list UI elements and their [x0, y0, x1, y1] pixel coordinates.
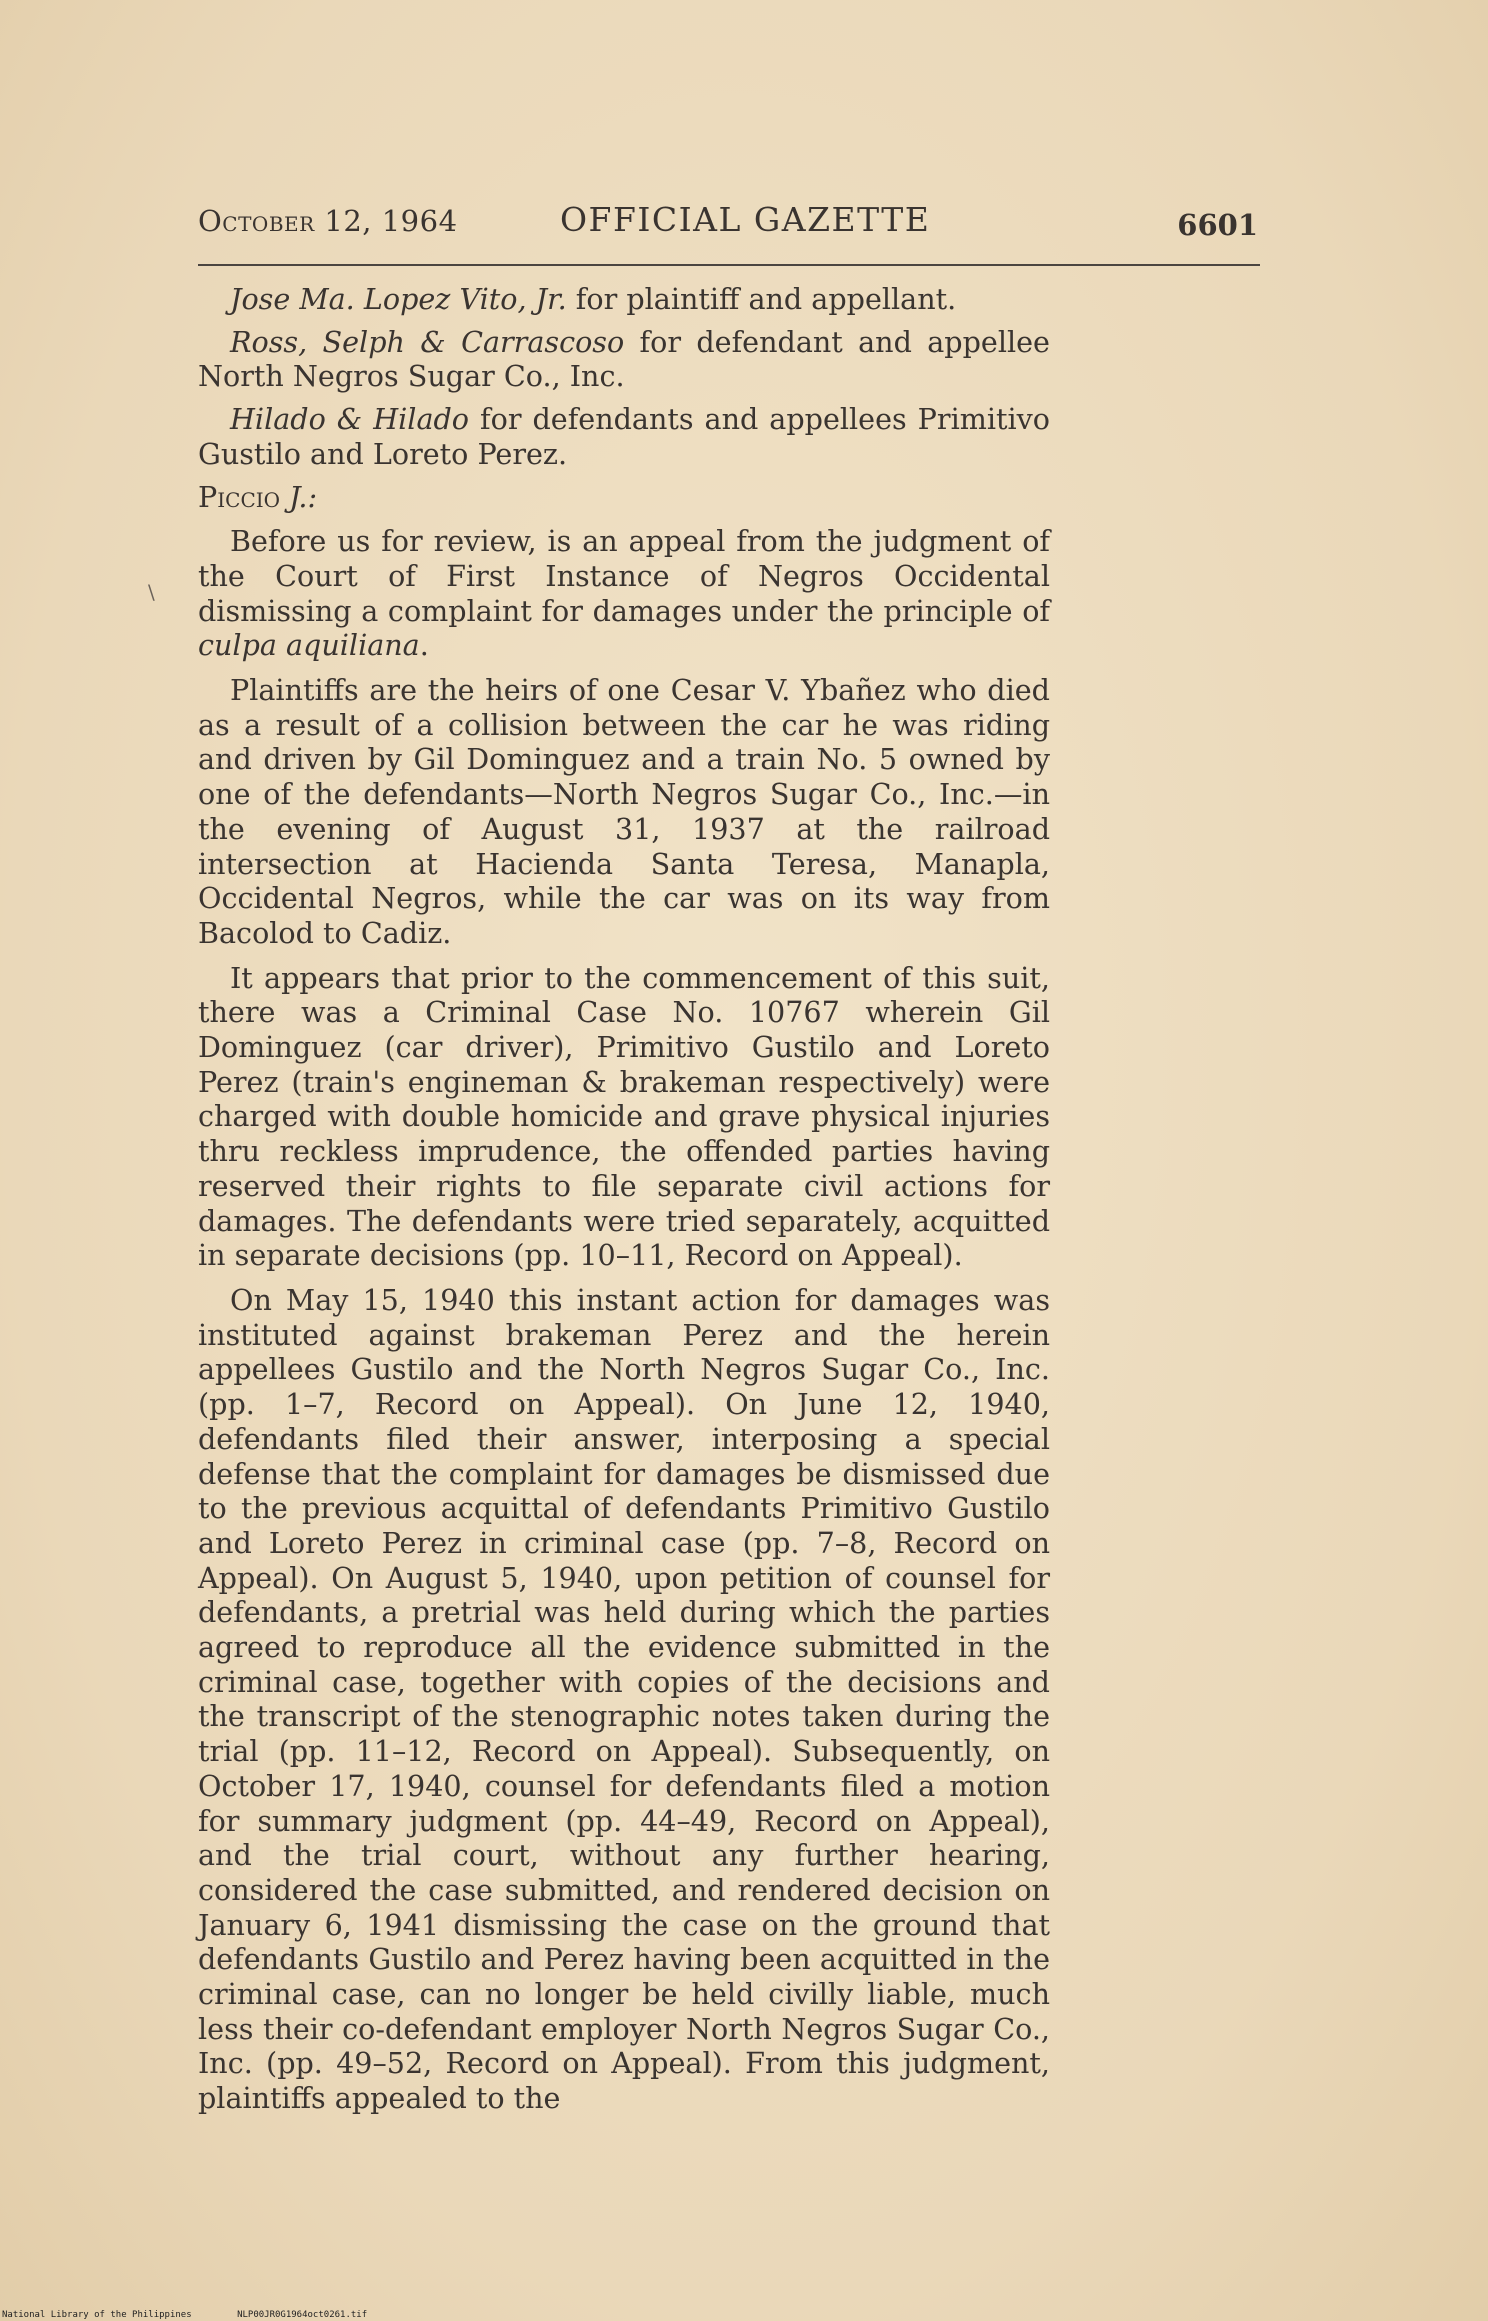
- counsel-name: Ross, Selph & Carrascoso: [230, 324, 625, 359]
- document-body: [198, 282, 1050, 2126]
- header-title: OFFICIAL GAZETTE: [560, 200, 931, 239]
- paragraph-2: Plaintiffs are the heirs of one Cesar V. Ybañez who died as a result of a collision between the car he was riding and driven by Gil Dominguez and a train No. 5 owned by one of the defendants—North Negros Sugar Co., Inc.—in the evening of August 31, 1937 at the railroad intersection at Hacienda Santa Teresa, Manapla, Occidental Negros, while the car was on its way from Bacolod to Cadiz.: [198, 673, 1050, 950]
- ponente-line: [198, 480, 1050, 515]
- paragraph-1: [198, 524, 1050, 663]
- header-rule: [198, 264, 1260, 266]
- counsel-defendants-individuals: [198, 402, 1050, 471]
- footer-file: NLP00JR0G1964oct0261.tif: [237, 2310, 368, 2320]
- counsel-defendant-company: [198, 325, 1050, 394]
- ponente-suffix: J.:: [280, 479, 318, 514]
- counsel-plaintiff: [198, 282, 1050, 317]
- counsel-name: Jose Ma. Lopez Vito, Jr.: [230, 282, 567, 316]
- ponente-name: Piccio: [198, 479, 281, 514]
- counsel-role: for defendant and appellee North Negros Sugar Co., Inc.: [198, 324, 1050, 394]
- page-number: 6601: [1177, 208, 1258, 242]
- paragraph-italic: culpa aquiliana: [198, 628, 420, 663]
- counsel-name: Hilado & Hilado: [230, 402, 470, 437]
- scan-mark: \: [148, 580, 155, 604]
- paragraph-text: Before us for review, is an appeal from the judgment of the Court of First Instance of Negros Occidental dismissing a complaint for damages under the principle of: [198, 524, 1050, 628]
- counsel-role: for plaintiff and appellant.: [566, 282, 957, 316]
- paragraph-end: .: [419, 628, 429, 663]
- paragraph-3: It appears that prior to the commencement of this suit, there was a Criminal Case No. 10767 wherein Gil Dominguez (car driver), Primitivo Gustilo and Loreto Perez (train's engineman & brakeman respectively) were charged with double homicide and grave physical injuries thru reckless imprudence, the offended parties having reserved their rights to file separate civil actions for damages. The defendants were tried separately, acquitted in separate decisions (pp. 10–11, Record on Appeal).: [198, 960, 1050, 1273]
- counsel-role: for defendants and appellees Primitivo Gustilo and Loreto Perez.: [198, 402, 1050, 471]
- footer-library: National Library of the Philippines: [2, 2310, 192, 2320]
- page-header: [198, 200, 1260, 254]
- paragraph-4: On May 15, 1940 this instant action for damages was instituted against brakeman Perez and the herein appellees Gustilo and the North Negros Sugar Co., Inc. (pp. 1–7, Record on Appeal). On June 12, 1940, defendants filed their answer, interposing a special defense that the complaint for damages be dismissed due to the previous acquittal of defendants Primitivo Gustilo and Loreto Perez in criminal case (pp. 7–8, Record on Appeal). On August 5, 1940, upon petition of counsel for defendants, a pretrial was held during which the parties agreed to reproduce all the evidence submitted in the criminal case, together with copies of the decisions and the transcript of the stenographic notes taken during the trial (pp. 11–12, Record on Appeal). Subsequently, on October 17, 1940, counsel for defendants filed a motion for summary judgment (pp. 44–49, Record on Appeal), and the trial court, without any further hearing, considered the case submitted, and rendered decision on January 6, 1941 dismissing the case on the ground that defendants Gustilo and Perez having been acquitted in the criminal case, can no longer be held civilly liable, much less their co-defendant employer North Negros Sugar Co., Inc. (pp. 49–52, Record on Appeal). From this judgment, plaintiffs appealed to the: [198, 1282, 1050, 2116]
- header-date: October 12, 1964: [198, 204, 458, 238]
- scan-footer: [2, 2310, 407, 2320]
